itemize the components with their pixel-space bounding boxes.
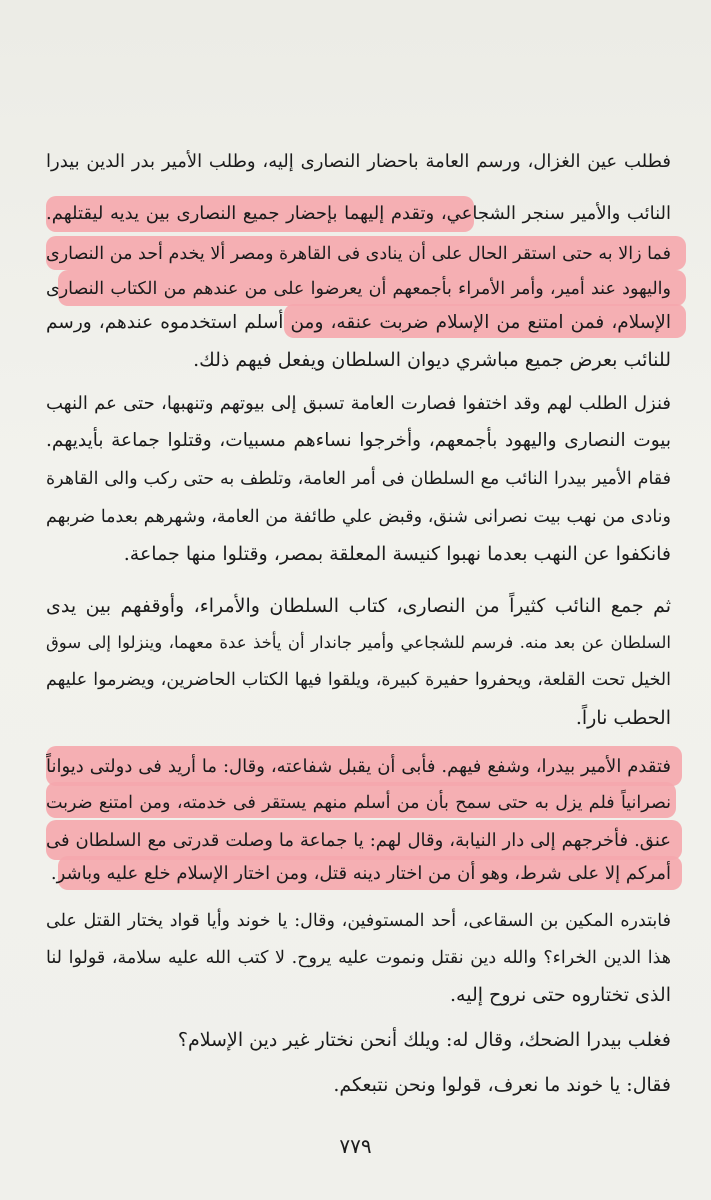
text-line: فطلب عين الغزال، ورسم العامة باحضار النصارى إليه، وطلب الأمير بدر الدين بيدرا [46, 151, 671, 172]
text-line: فقال: يا خوند ما نعرف، قولوا ونحن نتبعكم. [333, 1074, 671, 1096]
text-line: فغلب بيدرا الضحك، وقال له: ويلك أنحن نختار غير دين الإسلام؟ [177, 1029, 671, 1051]
text-line: الإسلام، فمن امتنع من الإسلام ضربت عنقه، ومن أسلم استخدموه عندهم، ورسم [46, 312, 671, 333]
text-line: فقام الأمير بيدرا النائب مع السلطان فى أمر العامة، وتلطف به حتى ركب والى القاهرة [46, 469, 671, 489]
text-line: الذى تختاروه حتى نروح إليه. [449, 984, 671, 1006]
text-line: فتقدم الأمير بيدرا، وشفع فيهم. فأبى أن يقبل شفاعته، وقال: ما أريد فى دولتى ديواناً [46, 756, 671, 777]
text-line: عنق. فأخرجهم إلى دار النيابة، وقال لهم: يا جماعة ما وصلت قدرتى مع السلطان فى [46, 830, 671, 851]
text-line: فابتدره المكين بن السقاعى، أحد المستوفين، وقال: يا خوند وأيا قواد يختار القتل على [46, 911, 671, 931]
text-line: فنزل الطلب لهم وقد اختفوا فصارت العامة تسبق إلى بيوتهم وتنهبها، حتى عم النهب [46, 393, 671, 414]
text-line: فما زالا به حتى استقر الحال على أن ينادى فى القاهرة ومصر ألا يخدم أحد من النصارى [46, 244, 671, 264]
text-line: بيوت النصارى واليهود بأجمعهم، وأخرجوا نساءهم مسبيات، وقتلوا جماعة بأيديهم. [46, 430, 671, 451]
text-line: للنائب بعرض جميع مباشري ديوان السلطان ويفعل فيهم ذلك. [193, 349, 671, 371]
text-line: الحطب ناراً. [575, 707, 671, 729]
text-line: ونادى من نهب بيت نصرانى شنق، وقبض علي طائفة من العامة، وشهرهم بعدما ضربهم [46, 507, 671, 527]
text-line: السلطان عن بعد منه. فرسم للشجاعي وأمير جاندار أن يأخذ عدة معهما، وينزلوا إلى سوق [46, 633, 671, 652]
text-line: نصرانياً فلم يزل به حتى سمح بأن من أسلم منهم يستقر فى خدمته، ومن امتنع ضربت [46, 793, 671, 813]
text-line: واليهود عند أمير، وأمر الأمراء بأجمعهم أن يعرضوا على من عندهم من الكتاب النصارى [46, 279, 671, 299]
text-line: الخيل تحت القلعة، ويحفروا حفيرة كبيرة، ويلقوا فيها الكتاب الحاضرين، ويضرموا عليهم [46, 670, 671, 690]
text-line: هذا الدين الخراء؟ والله دين نقتل ونموت عليه يروح. لا كتب الله عليه سلامة، قولوا لنا [46, 948, 671, 968]
text-line: النائب والأمير سنجر الشجاعي، وتقدم إليهما بإحضار جميع النصارى بين يديه ليقتلهم. [46, 203, 671, 224]
text-line: أمركم إلا على شرط، وهو أن من اختار دينه قتل، ومن اختار الإسلام خلع عليه وباشر. [50, 863, 671, 884]
text-line: ثم جمع النائب كثيراً من النصارى، كتاب السلطان والأمراء، وأوقفهم بين يدى [46, 595, 671, 617]
text-line: فانكفوا عن النهب بعدما نهبوا كنيسة المعلقة بمصر، وقتلوا منها جماعة. [123, 543, 671, 565]
page-number: ٧٧٩ [339, 1134, 372, 1158]
